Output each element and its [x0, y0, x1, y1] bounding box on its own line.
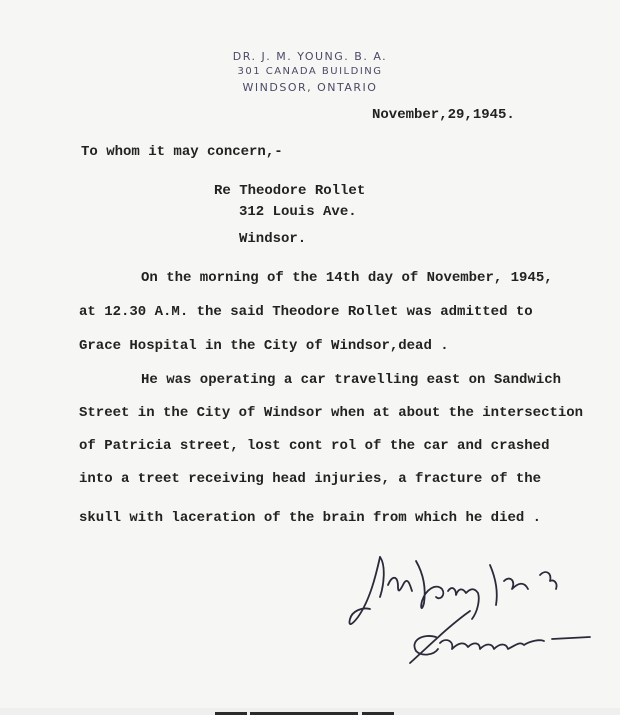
body-line: On the morning of the 14th day of November, 1945,: [141, 270, 553, 286]
letterhead-city: WINDSOR, ONTARIO: [242, 81, 378, 94]
letter-date: November,29,1945.: [372, 107, 515, 123]
letterhead-address: 301 CANADA BUILDING: [237, 66, 383, 77]
re-line-name: Re Theodore Rollet: [214, 183, 366, 199]
body-line: of Patricia street, lost cont rol of the car and crashed: [79, 438, 550, 454]
re-line-city: Windsor.: [239, 231, 307, 247]
letterhead-name: DR. J. M. YOUNG. B. A.: [232, 50, 388, 63]
body-line: at 12.30 A.M. the said Theodore Rollet was admitted to: [79, 304, 533, 320]
body-line: He was operating a car travelling east on Sandwich: [141, 372, 562, 388]
body-line: into a treet receiving head injuries, a fracture of the: [79, 471, 542, 487]
body-line: Grace Hospital in the City of Windsor,dead .: [79, 338, 449, 354]
re-line-street: 312 Louis Ave.: [239, 204, 357, 220]
greeting: To whom it may concern,-: [81, 144, 283, 160]
body-line: skull with laceration of the brain from which he died .: [79, 510, 542, 526]
body-line: Street in the City of Windsor when at about the intersection: [79, 405, 584, 421]
handwritten-signature: [340, 545, 610, 675]
